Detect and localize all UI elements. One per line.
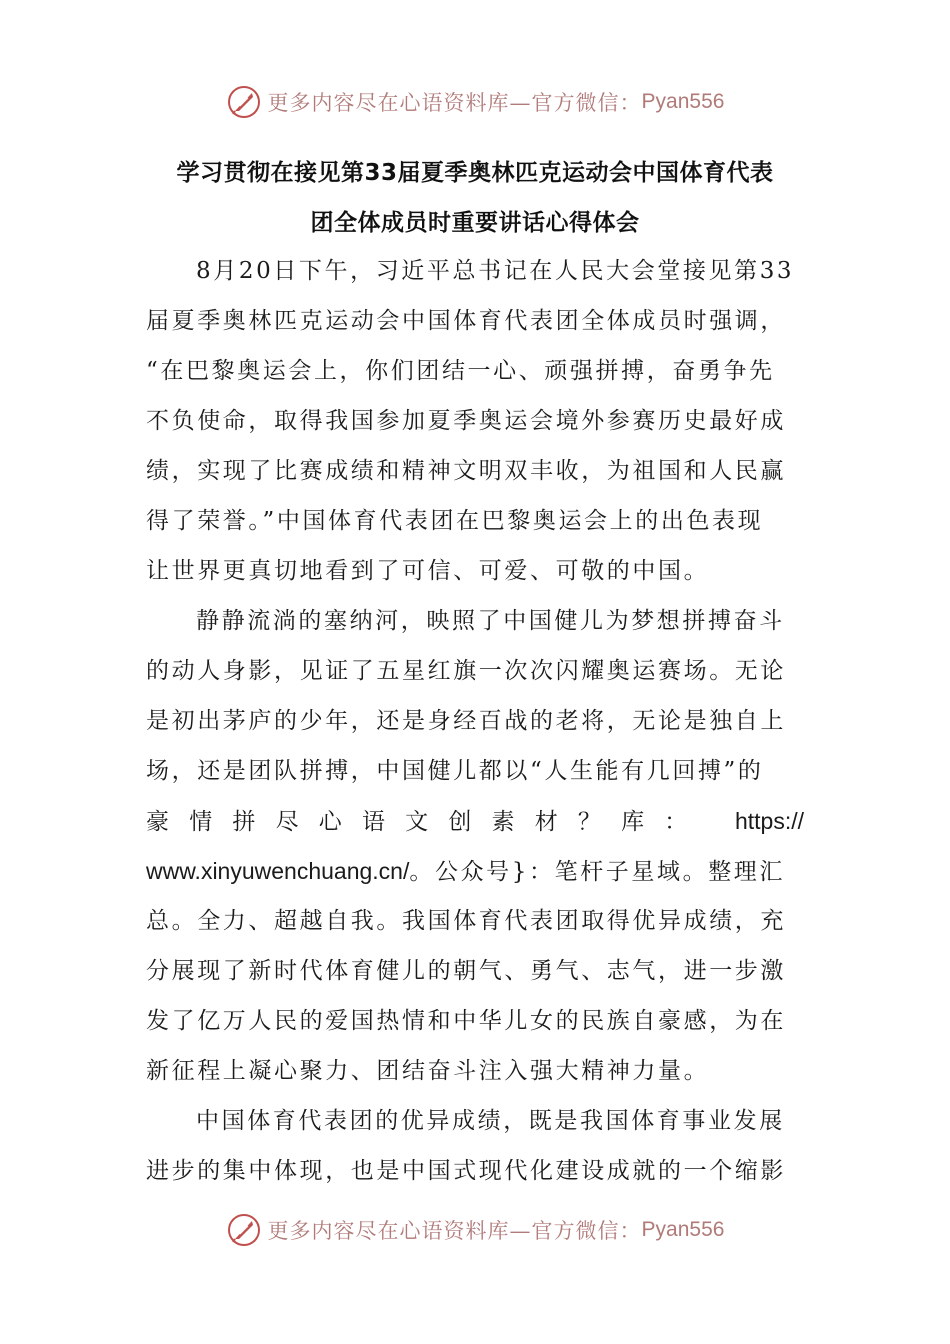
- url-domain-link[interactable]: www.xinyuwenchuang.cn/: [146, 858, 410, 884]
- paragraph-line: 场，还是团队拼搏，中国健儿都以“人生能有几回搏”的: [146, 758, 764, 784]
- paragraph-line: 总。全力、超越自我。我国体育代表团取得优异成绩，充: [146, 908, 786, 934]
- paragraph-line: 8月20日下午，习近平总书记在人民大会堂接见第33: [196, 258, 795, 284]
- paragraph-line: 绩，实现了比赛成绩和精神文明双丰收，为祖国和人民赢: [146, 458, 786, 484]
- paragraph-line-with-link: [146, 806, 804, 837]
- paragraph-line: 的动人身影，见证了五星红旗一次次闪耀奥运赛场。无论: [146, 658, 786, 684]
- footer-ad-banner: [0, 1208, 950, 1252]
- document-title-line-2: 团全体成员时重要讲话心得体会: [310, 210, 640, 236]
- url-fragment-link[interactable]: https://: [734, 808, 804, 834]
- paragraph-line: 发了亿万人民的爱国热情和中华儿女的民族自豪感，为在: [146, 1008, 786, 1034]
- paragraph-line: 中国体育代表团的优异成绩，既是我国体育事业发展: [196, 1108, 785, 1134]
- paragraph-text-fragment: 。公众号}：笔杆子星域。整理汇: [409, 859, 786, 885]
- paragraph-line: 让世界更真切地看到了可信、可爱、可敬的中国。: [146, 558, 710, 584]
- paragraph-line-with-link: [146, 856, 804, 887]
- paragraph-line: 进步的集中体现，也是中国式现代化建设成就的一个缩影: [146, 1158, 786, 1184]
- paragraph-line: “在巴黎奥运会上，你们团结一心、顽强拼搏，奋勇争先: [146, 358, 775, 384]
- pen-feather-logo-icon: [226, 1212, 262, 1248]
- paragraph-text-fragment: 豪情拼尽心语文创素材？库：: [146, 809, 708, 835]
- header-ad-banner: [0, 80, 950, 124]
- paragraph-line: 不负使命，取得我国参加夏季奥运会境外参赛历史最好成: [146, 408, 786, 434]
- footer-ad-text: 更多内容尽在心语资料库—官方微信：: [267, 1219, 642, 1243]
- paragraph-line: 届夏季奥林匹克运动会中国体育代表团全体成员时强调，: [146, 308, 786, 334]
- document-title-line-1: 学习贯彻在接见第33届夏季奥林匹克运动会中国体育代表: [176, 160, 774, 186]
- header-ad-text: 更多内容尽在心语资料库—官方微信：: [267, 91, 642, 115]
- header-ad-brand: Pyan556: [641, 90, 725, 113]
- paragraph-line: 是初出茅庐的少年，还是身经百战的老将，无论是独自上: [146, 708, 786, 734]
- paragraph-line: 静静流淌的塞纳河，映照了中国健儿为梦想拼搏奋斗: [196, 608, 785, 634]
- pen-feather-logo-icon: [226, 84, 262, 120]
- footer-ad-brand: Pyan556: [641, 1218, 725, 1241]
- paragraph-line: 得了荣誉。”中国体育代表团在巴黎奥运会上的出色表现: [146, 508, 764, 534]
- paragraph-line: 新征程上凝心聚力、团结奋斗注入强大精神力量。: [146, 1058, 710, 1084]
- paragraph-line: 分展现了新时代体育健儿的朝气、勇气、志气，进一步激: [146, 958, 786, 984]
